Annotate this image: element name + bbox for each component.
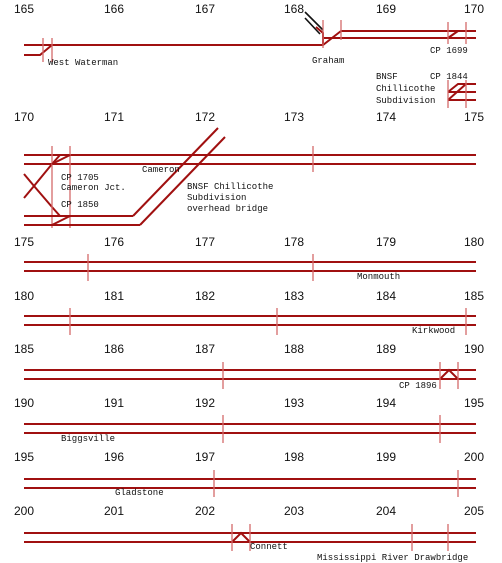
control-point-1705: CP 1705 [61, 173, 99, 183]
milepost-177: 177 [195, 235, 216, 249]
row-175-180 [14, 235, 484, 282]
milepost-200: 200 [464, 450, 485, 464]
milepost-204: 204 [376, 504, 397, 518]
control-point-1699: CP 1699 [430, 46, 468, 56]
milepost-186: 186 [104, 342, 125, 356]
station-cameron: Cameron [142, 165, 180, 175]
milepost-176: 176 [104, 235, 125, 249]
control-point-1896: CP 1896 [399, 381, 437, 391]
milepost-194: 194 [376, 396, 397, 410]
milepost-196: 196 [104, 450, 125, 464]
row-200-205 [14, 504, 484, 563]
row-170-175 [14, 110, 484, 228]
station-graham: Graham [312, 56, 345, 66]
milepost-189: 189 [376, 342, 397, 356]
milepost-192: 192 [195, 396, 216, 410]
cp-1896-crossover [440, 370, 458, 379]
milepost-179: 179 [376, 235, 397, 249]
row-165-170 [14, 2, 484, 108]
subdivision-label: Subdivision [376, 96, 436, 106]
cp-1850-crossover [52, 216, 70, 225]
milepost-195: 195 [14, 450, 35, 464]
milepost-165: 165 [14, 2, 35, 16]
milepost-167: 167 [195, 2, 216, 16]
bridge-label-line-2: Subdivision [187, 193, 247, 203]
main-track-2-west [24, 45, 52, 55]
milepost-185: 185 [464, 289, 485, 303]
milepost-187: 187 [195, 342, 216, 356]
milepost-188: 188 [284, 342, 305, 356]
milepost-174: 174 [376, 110, 397, 124]
row-180-185 [14, 289, 484, 336]
chillicothe-label: Chillicothe [376, 84, 436, 94]
main-track-1-west [24, 31, 341, 45]
control-point-1850: CP 1850 [61, 200, 99, 210]
cameron-jct-wye [34, 186, 60, 216]
milepost-197: 197 [195, 450, 216, 464]
cameron-jct-wye [24, 174, 34, 198]
milepost-198: 198 [284, 450, 305, 464]
milepost-201: 201 [104, 504, 125, 518]
milepost-166: 166 [104, 2, 125, 16]
milepost-190: 190 [464, 342, 485, 356]
milepost-181: 181 [104, 289, 125, 303]
row-185-190 [14, 342, 484, 391]
row-190-195 [14, 396, 484, 444]
connett-crossover [232, 533, 250, 542]
milepost-175: 175 [464, 110, 485, 124]
station-biggsville: Biggsville [61, 434, 116, 444]
milepost-169: 169 [376, 2, 397, 16]
milepost-185: 185 [14, 342, 35, 356]
row-195-200 [14, 450, 484, 498]
control-point-1844: CP 1844 [430, 72, 468, 82]
milepost-168: 168 [284, 2, 305, 16]
milepost-184: 184 [376, 289, 397, 303]
milepost-203: 203 [284, 504, 305, 518]
milepost-205: 205 [464, 504, 485, 518]
milepost-183: 183 [284, 289, 305, 303]
milepost-200: 200 [14, 504, 35, 518]
station-kirkwood: Kirkwood [412, 326, 456, 336]
milepost-170: 170 [464, 2, 485, 16]
station-monmouth: Monmouth [357, 272, 401, 282]
bnsf-label: BNSF [376, 72, 398, 82]
cp-1699-crossover [448, 31, 458, 38]
milepost-178: 178 [284, 235, 305, 249]
milepost-195: 195 [464, 396, 485, 410]
station-cameron-jct: Cameron Jct. [61, 183, 126, 193]
milepost-180: 180 [14, 289, 35, 303]
milepost-175: 175 [14, 235, 35, 249]
milepost-170: 170 [14, 110, 35, 124]
milepost-172: 172 [195, 110, 216, 124]
milepost-180: 180 [464, 235, 485, 249]
milepost-202: 202 [195, 504, 216, 518]
milepost-173: 173 [284, 110, 305, 124]
station-connett: Connett [250, 542, 288, 552]
station-gladstone: Gladstone [115, 488, 164, 498]
milepost-182: 182 [195, 289, 216, 303]
milepost-199: 199 [376, 450, 397, 464]
milepost-191: 191 [104, 396, 125, 410]
station-west-waterman: West Waterman [48, 58, 119, 68]
milepost-171: 171 [104, 110, 125, 124]
cameron-jct-wye [34, 155, 60, 186]
bridge-label-line-1: BNSF Chillicothe [187, 182, 274, 192]
milepost-193: 193 [284, 396, 305, 410]
mississippi-river-drawbridge: Mississippi River Drawbridge [317, 553, 469, 563]
milepost-190: 190 [14, 396, 35, 410]
bridge-label-line-3: overhead bridge [187, 204, 269, 214]
